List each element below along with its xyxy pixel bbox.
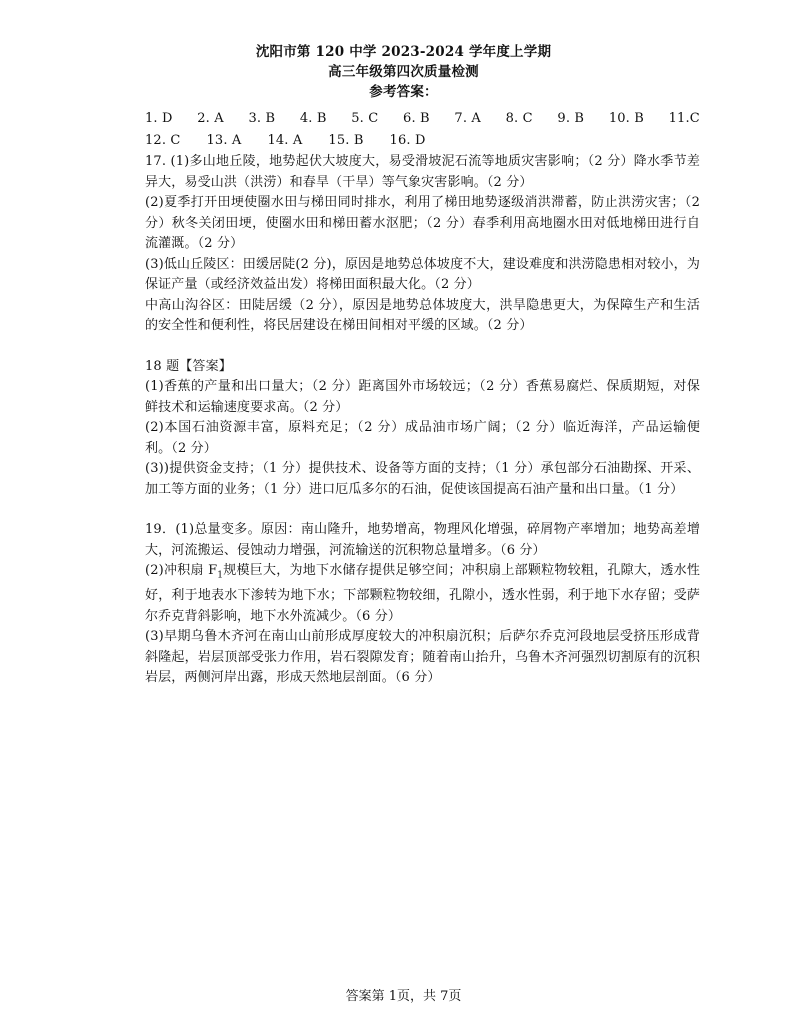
mc-answer: 8. C bbox=[505, 111, 533, 126]
section-spacer bbox=[145, 337, 700, 357]
mc-answer: 4. B bbox=[299, 111, 327, 126]
mc-answers-row-2 bbox=[145, 131, 700, 152]
q18-heading: 18 题【答案】 bbox=[145, 358, 232, 374]
q17-part3-cont: 中高山沟谷区：田陡居缓（2 分），原因是地势总体坡度大，洪旱隐患更大，为保障生产和生活的安全性和便利性，将民居建设在梯田间相对平缓的区域。（2 分） bbox=[145, 297, 700, 333]
q19-part2-start: (2)冲积扇 F bbox=[145, 563, 218, 578]
mc-answer: 12. C bbox=[145, 132, 181, 148]
mc-answer: 6. B bbox=[403, 111, 430, 126]
mc-answer: 15. B bbox=[328, 132, 364, 148]
q17-part1: 17. (1)多山地丘陵，地势起伏大坡度大，易受滑坡泥石流等地质灾害影响；（2 分）降水季节差异大，易受山洪（洪涝）和春旱（干旱）等气象灾害影响。（2 分） bbox=[145, 154, 700, 190]
q18-part1: (1)香蕉的产量和出口量大；（2 分）距离国外市场较远；（2 分）香蕉易腐烂、保质期短，对保鲜技术和运输速度要求高。（2 分） bbox=[145, 379, 700, 415]
answer-content bbox=[145, 109, 700, 689]
title-block bbox=[0, 42, 807, 102]
mc-answer: 3. B bbox=[248, 111, 276, 126]
mc-answer: 16. D bbox=[389, 132, 426, 148]
school-term-title: 沈阳市第 120 中学 2023-2024 学年度上学期 bbox=[255, 44, 552, 60]
q19-part2-subscript: 1 bbox=[217, 570, 224, 581]
mc-answer: 14. A bbox=[267, 132, 303, 148]
mc-answer: 7. A bbox=[454, 111, 481, 126]
q17-part3: (3)低山丘陵区：田缓居陡(2 分)，原因是地势总体坡度不大，建设难度和洪涝隐患相对较小，为保证产量（或经济效益出发）将梯田面积最大化。（2 分） bbox=[145, 256, 700, 292]
mc-answer: 9. B bbox=[557, 111, 585, 126]
section-spacer bbox=[145, 500, 700, 520]
q17-part2: (2)夏季打开田埂使圈水田与梯田同时排水，利用了梯田地势逐级消洪滞蓄，防止洪涝灾害；（2 分）秋冬关闭田埂，使圈水田和梯田蓄水沤肥；（2 分）春季利用高地圈水田对低地梯田进行自流灌溉。（2 分） bbox=[145, 195, 700, 251]
q19-part1: 19．(1)总量变多。原因：南山隆升，地势增高，物理风化增强，碎屑物产率增加；地势高差增大，河流搬运、侵蚀动力增强，河流输送的沉积物总量增多。（6 分） bbox=[145, 522, 700, 558]
mc-answer: 10. B bbox=[608, 111, 644, 126]
q18-part3: (3))提供资金支持；（1 分）提供技术、设备等方面的支持；（1 分）承包部分石油勘探、开采、加工等方面的业务；（1 分）进口厄瓜多尔的石油，促使该国提高石油产量和出口量。（1 分） bbox=[145, 461, 700, 497]
mc-answer: 1. D bbox=[145, 111, 173, 126]
answer-key-heading: 参考答案： bbox=[369, 84, 438, 100]
mc-answer: 2. A bbox=[197, 111, 224, 126]
q19-part2 bbox=[145, 561, 700, 627]
mc-answers-row-1 bbox=[145, 109, 700, 130]
mc-answer: 5. C bbox=[351, 111, 379, 126]
exam-title: 高三年级第四次质量检测 bbox=[328, 64, 479, 80]
mc-answer: 11.C bbox=[668, 111, 700, 126]
q19-part2-rest: 规模巨大，为地下水储存提供足够空间；冲积扇上部颗粒物较粗，孔隙大，透水性好，利于地表水下渗转为地下水；下部颗粒物较细，孔隙小，透水性弱，利于地下水存留；受萨尔乔克背斜影响，地下水外流减少。（6 分） bbox=[145, 563, 700, 624]
page-footer: 答案第 1页，共 7页 bbox=[345, 989, 462, 1004]
q19-part3: (3)早期乌鲁木齐河在南山山前形成厚度较大的冲积扇沉积；后萨尔乔克河段地层受挤压形成背斜隆起，岩层顶部受张力作用，岩石裂隙发育；随着南山抬升，乌鲁木齐河强烈切割原有的沉积岩层，两侧河岸出露，形成天然地层剖面。（6 分） bbox=[145, 629, 700, 686]
q18-part2: (2)本国石油资源丰富，原料充足；（2 分）成品油市场广阔；（2 分）临近海洋，产品运输便利。（2 分） bbox=[145, 420, 700, 456]
mc-answer: 13. A bbox=[206, 132, 242, 148]
